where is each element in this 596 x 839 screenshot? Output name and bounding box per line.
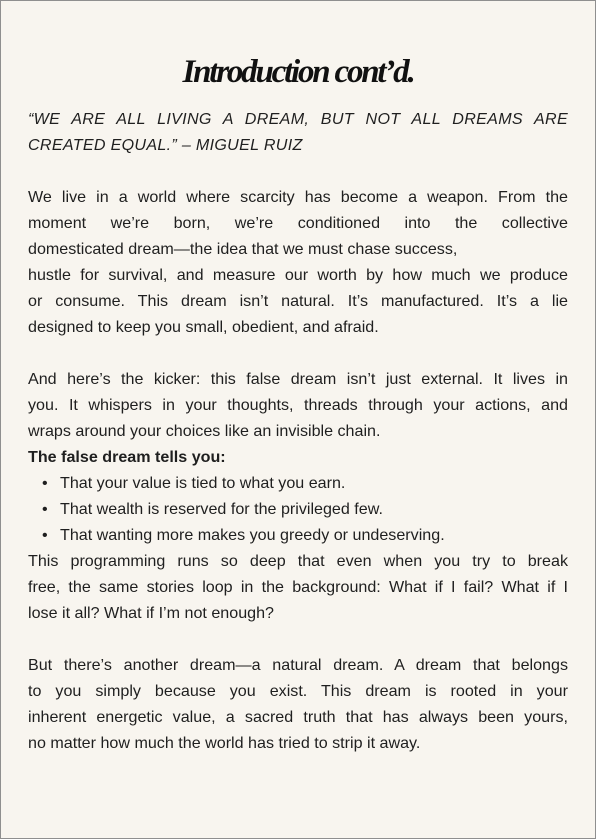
text-line: no matter how much the world has tried to strip it away. bbox=[28, 734, 421, 752]
quote-line: “WE ARE ALL LIVING A DREAM, BUT NOT ALL DREAMS ARE bbox=[28, 110, 568, 128]
text-line: or consume. This dream isn’t natural. It’s manufactured. It’s a lie bbox=[28, 292, 568, 310]
page-body bbox=[28, 106, 568, 756]
bullet-icon: • bbox=[42, 500, 48, 518]
list-heading: The false dream tells you: bbox=[28, 448, 226, 466]
text-line: And here’s the kicker: this false dream isn’t just external. It lives in bbox=[28, 370, 568, 388]
list-item-text: That wanting more makes you greedy or undeserving. bbox=[60, 526, 445, 544]
text-line: This programming runs so deep that even when you try to break bbox=[28, 552, 568, 570]
text-line: lose it all? What if I’m not enough? bbox=[28, 604, 275, 622]
text-line: We live in a world where scarcity has become a weapon. From the bbox=[28, 188, 568, 206]
text-line: to you simply because you exist. This dream is rooted in your bbox=[28, 682, 568, 700]
quote-line: CREATED EQUAL.” – MIGUEL RUIZ bbox=[28, 136, 303, 154]
spacer bbox=[28, 340, 568, 366]
spacer bbox=[28, 626, 568, 652]
text-line: designed to keep you small, obedient, and afraid. bbox=[28, 318, 379, 336]
list-item bbox=[28, 470, 568, 496]
list-item bbox=[28, 496, 568, 522]
text-line: domesticated dream—the idea that we must chase success, bbox=[28, 240, 458, 258]
text-line: hustle for survival, and measure our worth by how much we produce bbox=[28, 266, 568, 284]
page-title: Introduction cont’d. bbox=[182, 54, 414, 90]
text-line: wraps around your choices like an invisible chain. bbox=[28, 422, 381, 440]
list-item bbox=[28, 522, 568, 548]
text-line: moment we’re born, we’re conditioned into the collective bbox=[28, 214, 568, 232]
spacer bbox=[28, 158, 568, 184]
bullet-icon: • bbox=[42, 526, 48, 544]
bullet-icon: • bbox=[42, 474, 48, 492]
paragraph-scarcity bbox=[28, 184, 568, 340]
paragraph-natural-dream bbox=[28, 652, 568, 756]
false-dream-list bbox=[28, 470, 568, 548]
text-line: free, the same stories loop in the background: What if I fail? What if I bbox=[28, 578, 568, 596]
paragraph-programming bbox=[28, 548, 568, 626]
text-line: inherent energetic value, a sacred truth that has always been yours, bbox=[28, 708, 568, 726]
list-item-text: That wealth is reserved for the privileged few. bbox=[60, 500, 383, 518]
text-line: you. It whispers in your thoughts, threads through your actions, and bbox=[28, 396, 568, 414]
epigraph-quote bbox=[28, 106, 568, 158]
list-item-text: That your value is tied to what you earn. bbox=[60, 474, 346, 492]
paragraph-kicker bbox=[28, 366, 568, 444]
text-line: But there’s another dream—a natural dream. A dream that belongs bbox=[28, 656, 568, 674]
